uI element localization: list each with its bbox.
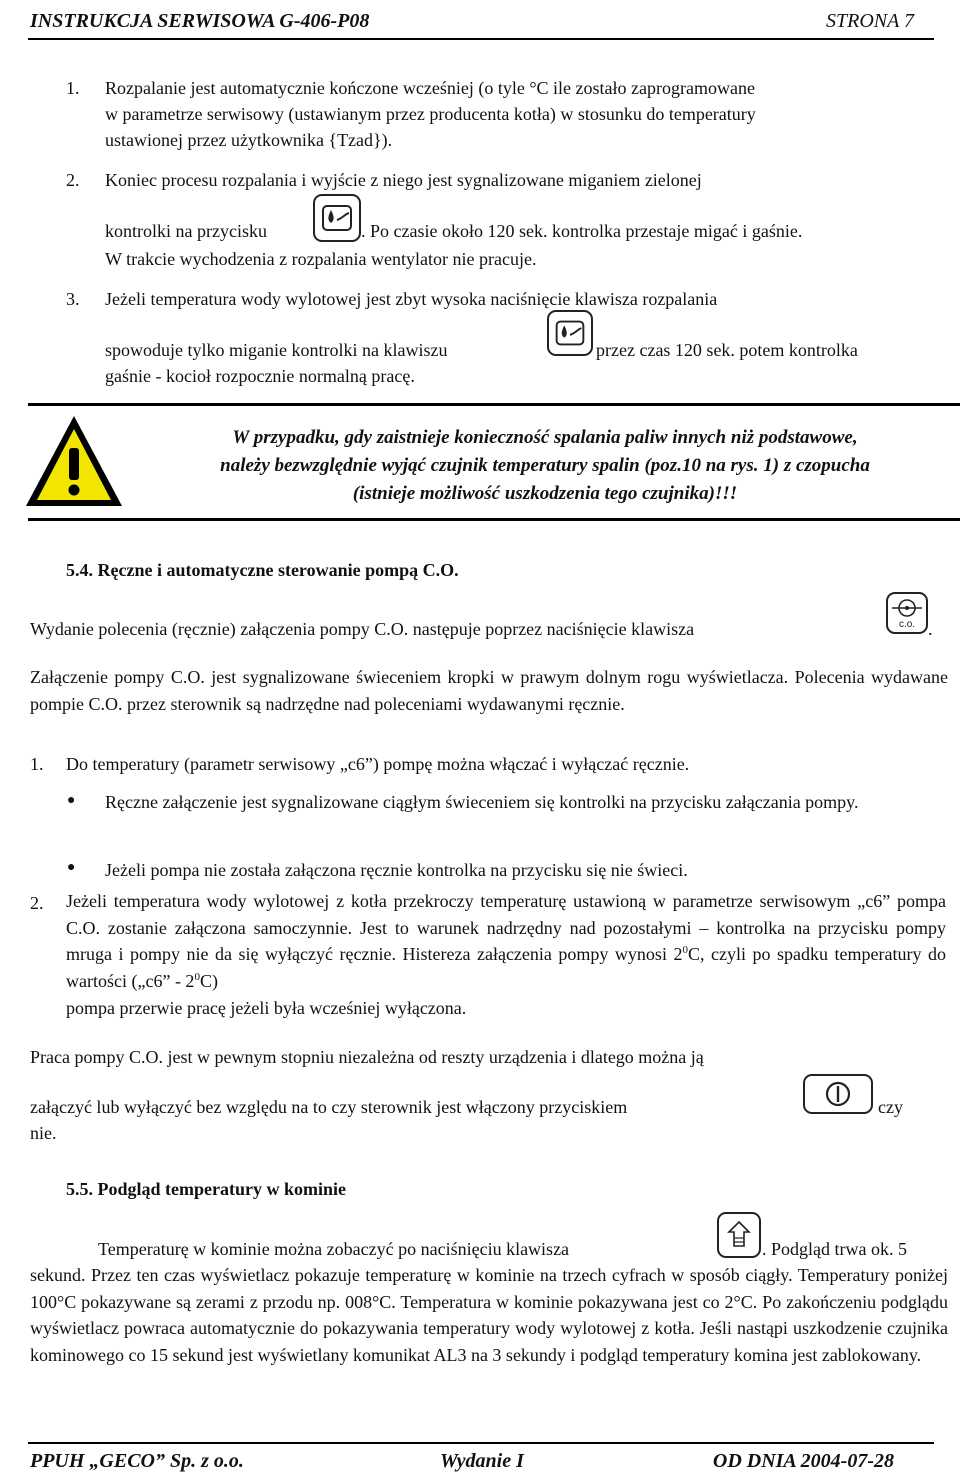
bullet-icon: ● (67, 793, 76, 808)
warning-line: (istnieje możliwość uszkodzenia tego czujnika)!!! (352, 483, 738, 504)
warning-icon (22, 412, 126, 512)
list-item-text: przez czas 120 sek. potem kontrolka (596, 340, 858, 360)
paragraph-text: Wydanie polecenia (ręcznie) załączenia pompy C.O. następuje poprzez naciśnięcie klawisza (30, 619, 695, 639)
flame-drop-icon (315, 196, 359, 240)
warning-line: należy bezwzględnie wyjąć czujnik temperatury spalin (poz.10 na rys. 1) z czopucha (220, 455, 870, 476)
paragraph-text: . Podgląd trwa ok. 5 (762, 1239, 907, 1259)
list-item-text (66, 888, 946, 994)
warning-line: W przypadku, gdy zaistnieje konieczność spalania paliw innych niż podstawowe, (232, 427, 858, 448)
list-item-text: kontrolki na przycisku (105, 221, 267, 241)
section-heading: 5.4. Ręczne i automatyczne sterowanie pompą C.O. (66, 560, 459, 580)
page-header (28, 8, 934, 40)
list-number: 1. (66, 78, 80, 98)
list-item-text: Jeżeli temperatura wody wylotowej jest zbyt wysoka naciśnięcie klawisza rozpalania (105, 289, 718, 309)
paragraph-text: czy (878, 1097, 903, 1117)
list-item-text: w parametrze serwisowy (ustawianym przez producenta kotła) w stosunku do temperatury (105, 104, 756, 124)
list-number: 3. (66, 289, 80, 309)
pump-key-icon (886, 592, 928, 634)
paragraph-text: Praca pompy C.O. jest w pewnym stopniu niezależna od reszty urządzenia i dlatego można ją (30, 1047, 704, 1067)
list-item-text: Do temperatury (parametr serwisowy „c6”) pompę można włączać i wyłączać ręcznie. (66, 754, 690, 774)
list-number: 1. (30, 754, 44, 774)
page-number: STRONA 7 (826, 10, 914, 32)
ignition-key-icon (313, 194, 361, 242)
chimney-key-icon (717, 1212, 761, 1258)
divider (28, 518, 960, 521)
paragraph-text: sekund. Przez ten czas wyświetlacz pokazuje temperaturę w kominie na trzech cyfrach w sposób ciągły. Temperatury poniżej 100°C pokazywane są zerami z przodu np. 008°C. Temperatura w kominie pokazywana jest co 2°C. Po zakończeniu podglądu wyświetlacz powraca automatycznie do pokazywania temperatury wody wylotowej z kotła. Jeśli nastąpi uszkodzenie czujnika kominowego co 15 sekund jest wyświetlany komunikat AL3 na 3 sekundy i podgląd temperatury komina jest zablokowany. (30, 1265, 948, 1365)
warning-text (140, 424, 950, 508)
paragraph-text: załączyć lub wyłączyć bez względu na to czy sterownik jest włączony przyciskiem (30, 1097, 628, 1117)
bullet-text: Jeżeli pompa nie została załączona ręcznie kontrolka na przycisku się nie świeci. (105, 860, 688, 880)
paragraph-text: Załączenie pompy C.O. jest sygnalizowane świeceniem kropki w prawym dolnym rogu wyświetlacza. Polecenia wydawane pompie C.O. przez sterownik są nadrzędne nad poleceniami wydawanymi ręcznie. (30, 667, 948, 714)
item-text-part: C) (199, 970, 218, 991)
flame-drop-icon (549, 312, 591, 354)
list-number: 2. (30, 893, 44, 913)
item-text-part: Jeżeli temperatura wody wylotowej z kotła przekroczy temperaturę ustawioną w parametrze serwisowym „c6” pompa C.O. zostanie załączona samoczynnie. Jest to warunek nadrzędny nad pozostałymi – kontrolka na przycisku pompy mruga i pompy nie da się wyłączyć ręcznie. Histereza załączenia pompy wynosi 2 (66, 891, 946, 964)
power-symbol-icon (805, 1076, 871, 1112)
paragraph-text: . (928, 619, 933, 639)
section-heading: 5.5. Podgląd temperatury w kominie (66, 1179, 346, 1199)
degree-sup: 0 (194, 970, 200, 983)
bullet-text: Ręczne załączenie jest sygnalizowane ciągłym świeceniem się kontrolki na przycisku załączania pompy. (105, 792, 859, 812)
list-number: 2. (66, 170, 80, 190)
bullet-icon: ● (67, 860, 76, 875)
divider (28, 403, 960, 406)
list-item-text: Koniec procesu rozpalania i wyjście z niego jest sygnalizowane miganiem zielonej (105, 170, 702, 190)
ignition-key-icon (547, 310, 593, 356)
list-item-text: spowoduje tylko miganie kontrolki na klawiszu (105, 340, 448, 360)
list-item-text: . Po czasie około 120 sek. kontrolka przestaje migać i gaśnie. (361, 221, 803, 241)
footer-date: OD DNIA 2004-07-28 (712, 1450, 894, 1472)
chimney-arrow-icon (719, 1214, 759, 1256)
list-item-text: gaśnie - kocioł rozpocznie normalną pracę. (105, 366, 415, 386)
item-text-part: C, czyli po spadku temperatury do wartości („c6” - 2 (66, 944, 946, 991)
degree-sup: 0 (682, 944, 688, 956)
power-key-icon (803, 1074, 873, 1114)
list-item-text: pompa przerwie pracę jeżeli była wcześniej wyłączona. (66, 998, 467, 1018)
paragraph-text: Temperaturę w kominie można zobaczyć po naciśnięciu klawisza (98, 1239, 570, 1259)
paragraph-text: nie. (30, 1123, 57, 1143)
list-item-text: W trakcie wychodzenia z rozpalania wentylator nie pracuje. (105, 249, 537, 269)
list-item-text: Rozpalanie jest automatycznie kończone wcześniej (o tyle °C ile zostało zaprogramowane (105, 78, 755, 98)
page-footer (28, 1442, 934, 1476)
document-title: INSTRUKCJA SERWISOWA G-406-P08 (30, 10, 370, 32)
footer-company: PPUH „GECO” Sp. z o.o. (30, 1450, 244, 1472)
pump-key-label: c.o. (898, 619, 916, 630)
footer-edition: Wydanie I (440, 1450, 524, 1472)
pump-symbol-icon (888, 594, 926, 632)
list-item-text: ustawionej przez użytkownika {Tzad}). (105, 130, 393, 150)
